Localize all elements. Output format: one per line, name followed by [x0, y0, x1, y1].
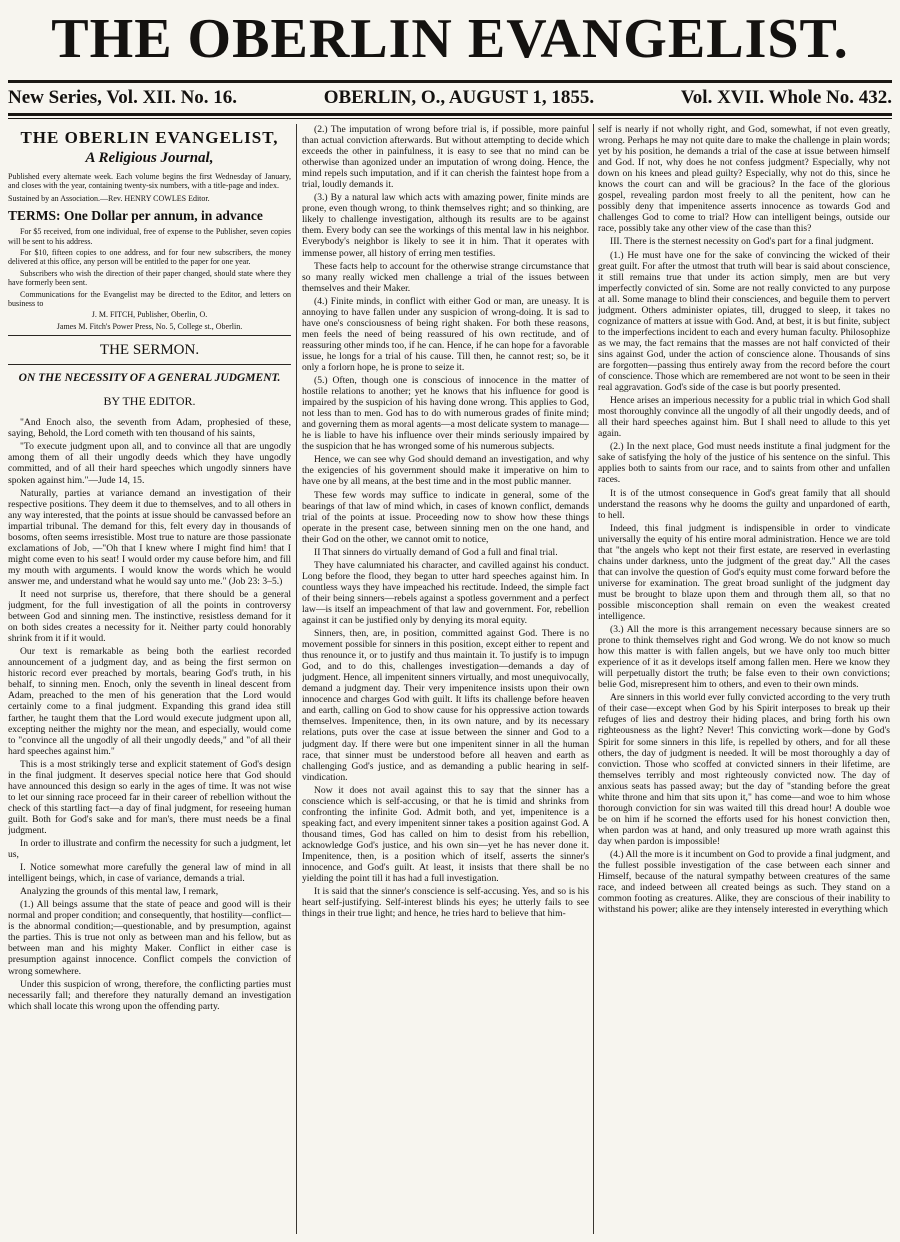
column-3 — [598, 124, 890, 1234]
byline: BY THE EDITOR. — [103, 394, 196, 409]
paragraph: These few words may suffice to indicate in general, some of the bearings of that law of mind which, in cases of known conflict, demands trial of the points at issue. Proceeding now to show how these things operate in the present case, between sinning men on the one hand, and their God on the other, we cannot omit to notice, — [302, 489, 589, 545]
notice-1: For $5 received, from one individual, free of expense to the Publisher, seven copies will be sent to his address. — [8, 227, 291, 246]
paragraph: They have calumniated his character, and cavilled against his conduct. Long before the flood, they began to utter hard speeches against him. In countless ways they have impeached his rectitude. Indeed, the simple fact of their being sinners—rebels against a spotless government and a perfect law—is itself an impeachment of that law and government. For, rebellion against it can be justified only by denying its moral equity. — [302, 559, 589, 627]
paragraph: Naturally, parties at variance demand an investigation of their respective positions. They deem it due to themselves, and to all others in any way interested, that the points at issue should be canvassed before an impartial tribunal. The demand for this, felt every day in thousands of bosoms, often seems irresistible. Most true to nature are those passionate exclamations of Job, —"Oh that I knew where I might find him! that I might come even to his seat! I would order my cause before him, and fill my mouth with arguments. I would know the words which he would answer me, and understand what he would say unto me." (Job 23: 3–5.) — [8, 487, 291, 587]
paragraph: In order to illustrate and confirm the necessity for such a judgment, let us, — [8, 838, 291, 861]
publication-schedule: Published every alternate week. Each volume begins the first Wednesday of January, and closes with the year, containing twenty-six numbers, with a title-page and index. — [8, 172, 291, 191]
notice-2: For $10, fifteen copies to one address, and for four new subscribers, the money delivered at this office, any person will be entitled to the paper for one year. — [8, 248, 291, 267]
paragraph: self is nearly if not wholly right, and God, somewhat, if not even greatly, wrong. Perhaps he may not quite dare to make the challenge in plain words; yet by his position, he demands a trial of the case at issue between himself and God. If not, why does he not confess judgment? Especially, why not down on his knees and plead guilty? Especially, why not do this, since he knows the court can and will be gracious? In the face of the glorious gospel, revealing pardon most freely to all the penitent, how can he possibly deny that impenitence asserts innocence as towards God and challenges God to come to trial? How can intelligent beings, outside our race, possibly take any other view of the case than this? — [598, 124, 890, 235]
press-address: James M. Fitch's Power Press, No. 5, College st., Oberlin. — [56, 321, 243, 331]
paragraph: (1.) He must have one for the sake of convincing the wicked of their great guilt. For after the utmost that truth will bear is said about conscience, it still remains true that under its action simply, men are but very imperfectly convicted of sin. Some are not really convicted to any purpose at all. Some manage to blind their consciences, and beguile them to pervert judgment. Others administer opiates, till, drugged to sleep, it takes no cognizance of matters at issue with God. And, at best, it is but finite, subject to the imperfections incident to each and every human faculty. Philosophize as we may, the fact remains that the masses are not half convicted of their sins against God, under the action of conscience alone. Thousands of sins are forgotten—passing thus entirely away from the record before the court of conscience. Those which are remembered are not wont to be seen in their real aggravation. God's side of the case is but poorly presented. — [598, 249, 890, 394]
paragraph: These facts help to account for the otherwise strange circumstance that so many really wicked men challenge a trial of the issues between themselves and their Maker. — [302, 260, 589, 294]
paragraph: Under this suspicion of wrong, therefore, the conflicting parties must necessarily fall; and therefore they naturally demand an investigation which shall locate this wrong upon the offending party. — [8, 978, 291, 1012]
paragraph: III. There is the sternest necessity on God's part for a final judgment. — [610, 236, 874, 248]
series-number: New Series, Vol. XII. No. 16. — [8, 87, 238, 108]
paragraph: (2.) In the next place, God must needs institute a final judgment for the sake of satisfying the holy of the justice of his sentence on the sinful. This applies both to saints from our race, and to saints from other and unfallen races. — [598, 441, 890, 486]
paragraph: It is said that the sinner's conscience is self-accusing. Yes, and so is his heart self-justifying. Self-interest blinds his eyes; he utterly fails to see things in their true light; and hence, he tries hard to believe that him- — [302, 886, 589, 920]
dateline-rule-thin — [8, 118, 892, 119]
subscription-terms: TERMS: One Dollar per annum, in advance — [8, 208, 263, 224]
section-divider — [8, 335, 291, 336]
paragraph: Indeed, this final judgment is indispensible in order to vindicate universally the equity of his entire moral administration. Hence we are told that "the angels who kept not their first estate, are reserved in everlasting chains under darkness, unto the judgment of the great day." All the cases that can involve the question of God's equity must come forward before the universe for examination. The great broad sunlight of the judgment day must be brought to blaze upon them and through them all, so that no possible misconception shall remain on even the weakest created intelligence. — [598, 522, 890, 623]
sermon-title: ON THE NECESSITY OF A GENERAL JUDGMENT. — [18, 372, 281, 385]
notice-4: Communications for the Evangelist may be directed to the Editor, and letters on business to — [8, 289, 291, 309]
paragraph: Hence, we can see why God should demand an investigation, and why the exigencies of his government should make it imperative on him to have one by all means, at the best time and in the most public manner. — [302, 454, 589, 488]
paragraph: "And Enoch also, the seventh from Adam, prophesied of these, saying, Behold, the Lord cometh with ten thousand of his saints, — [8, 417, 291, 440]
paragraph: Now it does not avail against this to say that the sinner has a conscience which is self-accusing, or that he is timid and shrinks from confronting the infinite God. Admit both, and yet, impenitence is a speaking fact, and every impenitent sinner takes a position against God. A thousand times, God has called on him to desist from his rebellion, acknowledge God's justice, and his own sin—yet he has never done it. Impenitence, then, is a position which of itself, asserts the sinner's innocence, and God's guilt. At least, it insists that there shall be no yielding the point till it has had a full investigation. — [302, 784, 589, 885]
paragraph: (4.) All the more is it incumbent on God to provide a final judgment, and the fullest possible investigation of the case between each sinner and Himself, because of the natural sympathy between creatures of the same race, and indeed between all created beings as such. They stand on a common footing as creatures. Alike, they are conscious of their inability to withstand his power; alike are they intensely interested in everything which — [598, 849, 890, 916]
column-1 — [8, 124, 291, 1234]
masthead-rule — [8, 80, 892, 83]
paragraph: It need not surprise us, therefore, that there should be a general judgment, for the full investigation of all the points in controversy between God and sinning men. The instinctive, resistless demand for it on both sides creates a necessity for it. Neither party could honorably shrink from it if it would. — [8, 588, 291, 645]
paragraph: (4.) Finite minds, in conflict with either God or man, are uneasy. It is annoying to have fallen under any suspicion of wrong-doing. It is sad to have one's consciousness of being right shaken. For both these reasons, men feels the need of being reassured of his own rectitude, and of reassuring other minds too, if he can. Hence, if he can hope for a favorable issue, he longs for a trial of his cause. Till then, he cannot rest; so, be it only a forlorn hope, he is prone to seize it. — [302, 295, 589, 373]
paragraph: (1.) All beings assume that the state of peace and good will is their normal and proper condition; and consequently, that hostility—conflict—is the abnormal condition;—questionable, and by presumption, against the parties. This is true not only as between man and his fellow, but as between man and his mighty Maker. Conflict in either case is presumption against innocence. Conflict compels the conviction of wrong somewhere. — [8, 899, 291, 977]
paragraph: Hence arises an imperious necessity for a public trial in which God shall most thoroughly convince all the ungodly of all their ungodly deeds, and of all their hard speeches against him. But I shall need to allude to this yet again. — [598, 395, 890, 440]
masthead — [0, 0, 900, 80]
column-2 — [302, 124, 589, 1234]
publisher-name: J. M. FITCH, Publisher, Oberlin, O. — [91, 310, 208, 320]
paragraph: (5.) Often, though one is conscious of innocence in the matter of hostile relations to another; yet he knows that his influence for good is impaired by the suspicion of his having done wrong. This applies to God, not less than to men. God has to do with numerous grades of finite mind; and governing them as moral agents—a most delicate system to manage—he is liable to have his influence over their minds seriously impaired by the suspicion that he has wronged some of his numerous subjects. — [302, 375, 589, 453]
volume-number: Vol. XVII. Whole No. 432. — [680, 87, 892, 108]
notice-3: Subscribers who wish the direction of their paper changed, should state where they have formerly been sent. — [8, 268, 291, 288]
paragraph: Are sinners in this world ever fully convicted according to the very truth of their case—except when God by his Spirit interposes to break up their refuges of lies and destroy their hiding places, and bring forth his own righteousness as the light? Never! This convicting work—done by God's Spirit for some sinners in this life, is repelled by others, and for all these others, the day of judgment is needed. It will be most thoroughly a day of conviction. Those who scoffed at convicted sinners in their lifetime, are themselves terribly and most righteously convicted now. The day of anxious seats has passed away; but the day of "standing before the great white throne and him that sits upon it," has come—and woe to him whose thorough conviction for sin was waited till this dread hour! A double woe be on him if he scorned the efforts used for his honest conviction then, when pardon was at hand, and only treasured up more wrath against this day when pardon is impossible! — [598, 692, 890, 847]
journal-subtitle: A Religious Journal, — [85, 150, 214, 166]
section-heading: THE SERMON. — [99, 342, 200, 359]
paragraph: This is a most strikingly terse and explicit statement of God's design in the final judgment. It deserves special notice here that God should have announced this design so early in the ages of time. It was not wise to let our sinning race proceed far in their career of rebellion without the check of this startling fact—a day of final judgment, for reseeing human guilt. Both for God's sake and for man's, there must needs be a final judgment. — [8, 758, 291, 836]
paragraph: Analyzing the grounds of this mental law, I remark, — [20, 886, 219, 898]
editor-line: Sustained by an Association.—Rev. HENRY COWLES Editor. — [8, 193, 210, 203]
paragraph: (3.) All the more is this arrangement necessary because sinners are so prone to think themselves right and God wrong. We do not know so much how this matter is with fallen angels, but we have only too much bitter experience of it as it develops itself among fallen men. Here we know they will perpetually distort the truth; be false even to their own convictions; belie God, misrepresent him to others, and even to their own minds. — [598, 624, 890, 691]
paragraph: "To execute judgment upon all, and to convince all that are ungodly among them of all their ungodly deeds which they have ungodly committed, and of all their hard speeches which ungodly sinners have spoken against him."—Jude 14, 15. — [8, 441, 291, 486]
paragraph: It is of the utmost consequence in God's great family that all should understand the reasons why he dooms the guilty and unpardoned of earth, to hell. — [598, 487, 890, 521]
column-divider-1 — [296, 124, 297, 1234]
column-divider-2 — [593, 124, 594, 1234]
journal-title: THE OBERLIN EVANGELIST, — [20, 128, 279, 147]
newspaper-title: THE OBERLIN EVANGELIST. — [51, 8, 849, 70]
paragraph: Sinners, then, are, in position, committed against God. There is no movement possible for sinners in this position, except either to repent and thus renounce it, or to justify and thus maintain it. To justify is to impugn God, and to do this, challenges investigation—demands a day of judgment. Hence, all impenitent sinners virtually, and most unequivocally, demand a judgment day. Their very impenitence insists upon their own innocence and charges God with guilt. It lifts its challenge before heaven and earth, calling on God to show cause for his oppressive action towards themselves. Impenitence, then, in its own nature, and by its necessary relations, puts over the case at issue between the sinner and God to a judgment day. If there were but one impenitent sinner in all the human race, that sinner must be understood before all heaven and earth as challenging God's justice, and as demanding a public hearing in self-vindication. — [302, 628, 589, 783]
section-divider — [8, 364, 291, 365]
paragraph: II That sinners do virtually demand of God a full and final trial. — [314, 546, 558, 558]
dateline-rule-thick — [8, 113, 892, 116]
place-date: OBERLIN, O., AUGUST 1, 1855. — [323, 87, 595, 108]
dateline — [8, 84, 892, 112]
paragraph: Our text is remarkable as being both the earliest recorded announcement of a judgment day, and as being the first sermon on historic record ever preached by mortals, bearing God's truth, in his behalf, to sinning men. Enoch, only the seventh in lineal descent from Adam, preached to the men of his generation that the Lord would certainly come to a final judgment. Expanding this grand idea still farther, he taught them that the Lord would execute judgment upon all, excepting neither the mighty nor the mean, and especially, would come to "convince all the ungodly of all their ungodly deeds," and "of all their hard speeches against him." — [8, 646, 291, 757]
paragraph: (2.) The imputation of wrong before trial is, if possible, more painful than actual conviction afterwards. But without attempting to decide which exceeds the other in painfulness, it is easy to see that no mind can be otherwise than agonized under an imputation of wrong doing. Hence, the mind repels such imputation, and if it can cherish the faintest hope from a trial, loudly demands it. — [302, 124, 589, 191]
publisher-box — [8, 128, 291, 331]
paragraph: I. Notice somewhat more carefully the general law of mind in all intelligent beings, which, in case of variance, demands a trial. — [8, 862, 291, 885]
paragraph: (3.) By a natural law which acts with amazing power, finite minds are prone, even though wrong, to think themselves right; and so thinking, are likely to challenge investigation, although its results are to be against them. Every body can see the workings of this mental law in his neighbor. Everybody's neighbor is likely to see it in him. That it operates with immense power, all history of erring men testifies. — [302, 192, 589, 259]
